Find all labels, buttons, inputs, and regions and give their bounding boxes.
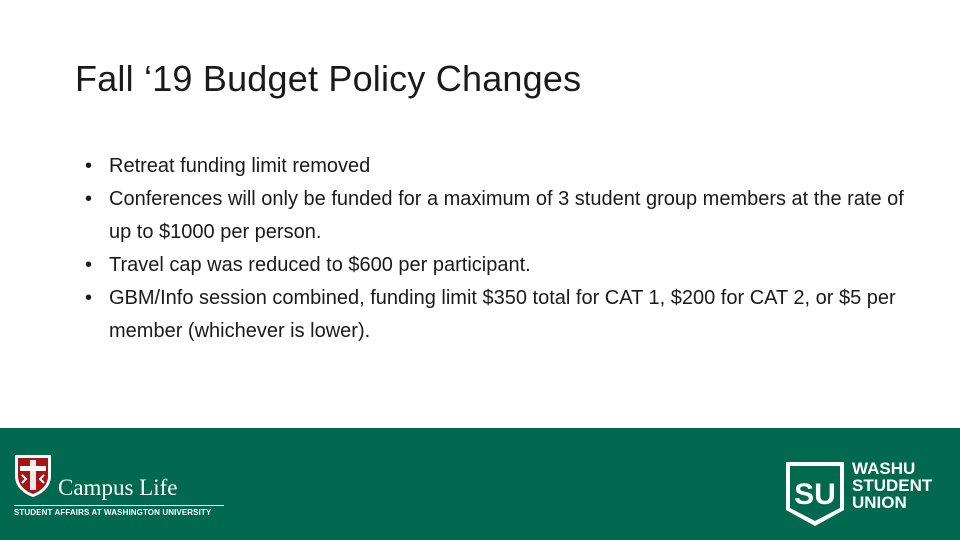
su-line-washu: WASHU: [852, 459, 916, 478]
su-badge-letters: SU: [794, 478, 836, 511]
bullet-item: [85, 150, 905, 183]
bullet-symbol: •: [85, 188, 93, 210]
su-badge-icon: [784, 460, 846, 528]
footer-bar: [0, 428, 960, 540]
bullet-symbol: •: [85, 287, 93, 309]
bullet-text: GBM/Info session combined, funding limit $350 total for CAT 1, $200 for CAT 2, or $5 per member (whichever is lower).: [109, 287, 896, 342]
campus-life-divider: [14, 505, 224, 506]
washu-shield-icon: [14, 454, 52, 498]
campus-life-subtitle: STUDENT AFFAIRS AT WASHINGTON UNIVERSITY: [14, 508, 212, 517]
student-union-wordmark: [852, 460, 932, 511]
campus-life-name: Campus Life: [58, 475, 178, 500]
bullet-item: [85, 282, 905, 348]
bullet-symbol: •: [85, 155, 93, 177]
su-line-union: UNION: [852, 493, 907, 512]
bullet-item: [85, 249, 905, 282]
bullet-list: [85, 150, 905, 348]
bullet-symbol: •: [85, 254, 93, 276]
su-line-student: STUDENT: [852, 476, 933, 495]
bullet-text: Travel cap was reduced to $600 per participant.: [109, 254, 531, 276]
bullet-text: Retreat funding limit removed: [109, 155, 371, 177]
bullet-item: [85, 183, 905, 249]
bullet-text: Conferences will only be funded for a maximum of 3 student group members at the rate of up to $1000 per person.: [109, 188, 904, 243]
slide-title: Fall ‘19 Budget Policy Changes: [75, 58, 582, 99]
